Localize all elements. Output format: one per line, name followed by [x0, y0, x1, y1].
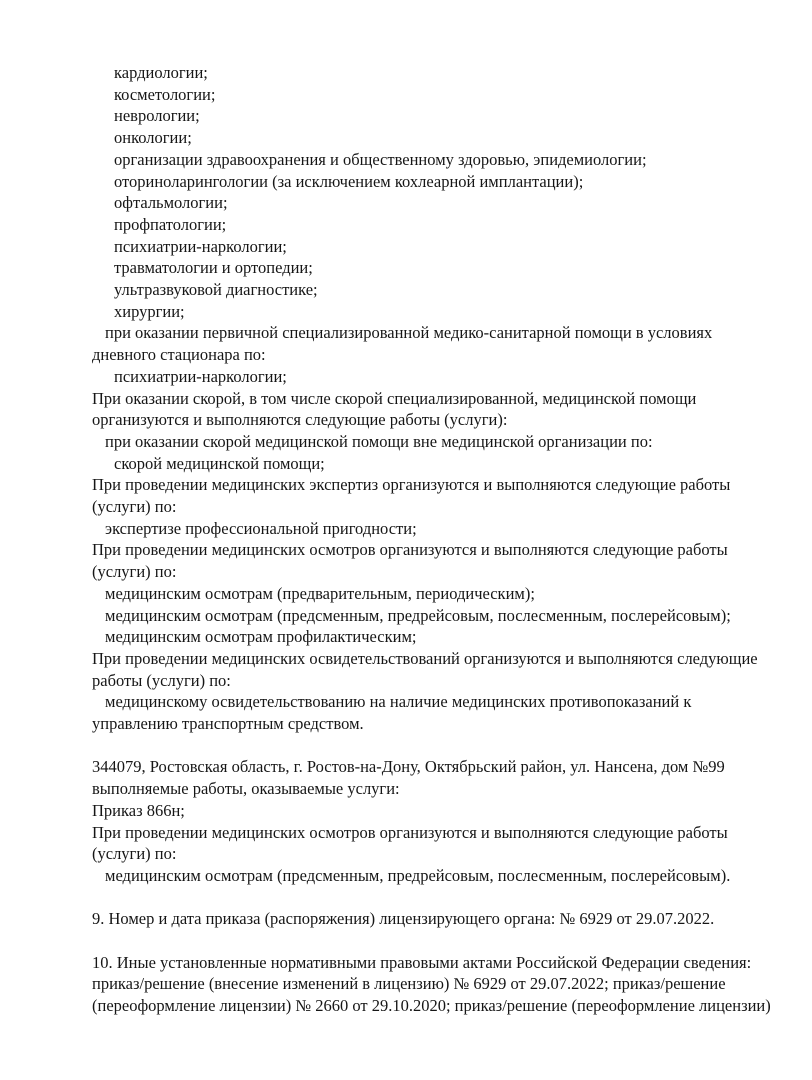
document-line: при оказании первичной специализированной медико-санитарной помощи в условиях дневного стационара по:: [92, 323, 713, 365]
document-line: медицинским осмотрам (предсменным, предрейсовым, послесменным, послерейсовым).: [105, 866, 731, 885]
blank-line: [92, 735, 772, 757]
document-line: 344079, Ростовская область, г. Ростов-на-Дону, Октябрьский район, ул. Нансена, дом №99: [92, 757, 725, 777]
document-line: при оказании скорой медицинской помощи вне медицинской организации по:: [105, 431, 653, 451]
document-line: экспертизе профессиональной пригодности;: [105, 518, 417, 538]
document-line: скорой медицинской помощи;: [114, 453, 325, 473]
document-line: Приказ 866н;: [92, 800, 185, 820]
document-line: неврологии;: [114, 106, 200, 126]
blank-line: [92, 930, 772, 952]
document-line: онкологии;: [114, 128, 192, 148]
document-line: При проведении медицинских осмотров организуются и выполняются следующие работы (услуги) по:: [92, 540, 728, 582]
document-line: кардиологии;: [114, 63, 208, 82]
document-line: организации здравоохранения и общественному здоровью, эпидемиологии;: [114, 149, 647, 169]
document-body: [92, 62, 772, 1017]
document-line: профпатологии;: [114, 214, 227, 234]
document-line: психиатрии-наркологии;: [114, 366, 287, 386]
document-line: оториноларингологии (за исключением кохлеарной имплантации);: [114, 171, 584, 191]
document-line: медицинскому освидетельствованию на наличие медицинских противопоказаний к управлению транспортным средством.: [92, 692, 692, 734]
document-line: выполняемые работы, оказываемые услуги:: [92, 779, 400, 799]
document-line: медицинским осмотрам (предсменным, предрейсовым, послесменным, послерейсовым);: [105, 605, 731, 625]
document-line: При проведении медицинских экспертиз организуются и выполняются следующие работы (услуги) по:: [92, 475, 731, 517]
document-line: При проведении медицинских осмотров организуются и выполняются следующие работы (услуги) по:: [92, 822, 728, 864]
document-line: ультразвуковой диагностике;: [114, 280, 318, 300]
document-line: хирургии;: [114, 301, 185, 321]
document-line: медицинским осмотрам (предварительным, периодическим);: [105, 583, 535, 603]
blank-line: [92, 887, 772, 909]
document-line: При проведении медицинских освидетельствований организуются и выполняются следующие работы (услуги) по:: [92, 648, 758, 690]
document-line: 9. Номер и дата приказа (распоряжения) лицензирующего органа: № 6929 от 29.07.2022.: [92, 909, 715, 929]
document-line: травматологии и ортопедии;: [114, 258, 313, 278]
document-line: 10. Иные установленные нормативными правовыми актами Российской Федерации сведения: приказ/решение (внесение изменений в лицензию) № 6929 от 29.07.2022; приказ/решение (переоформление лицензии) № 2660 от 29.10.2020; приказ/решение (переоформление лицензии): [92, 952, 771, 1016]
document-line: офтальмологии;: [114, 193, 228, 213]
document-line: При оказании скорой, в том числе скорой специализированной, медицинской помощи организуются и выполняются следующие работы (услуги):: [92, 388, 697, 430]
document-line: косметологии;: [114, 84, 216, 104]
document-line: медицинским осмотрам профилактическим;: [105, 627, 417, 647]
document-line: психиатрии-наркологии;: [114, 236, 287, 256]
